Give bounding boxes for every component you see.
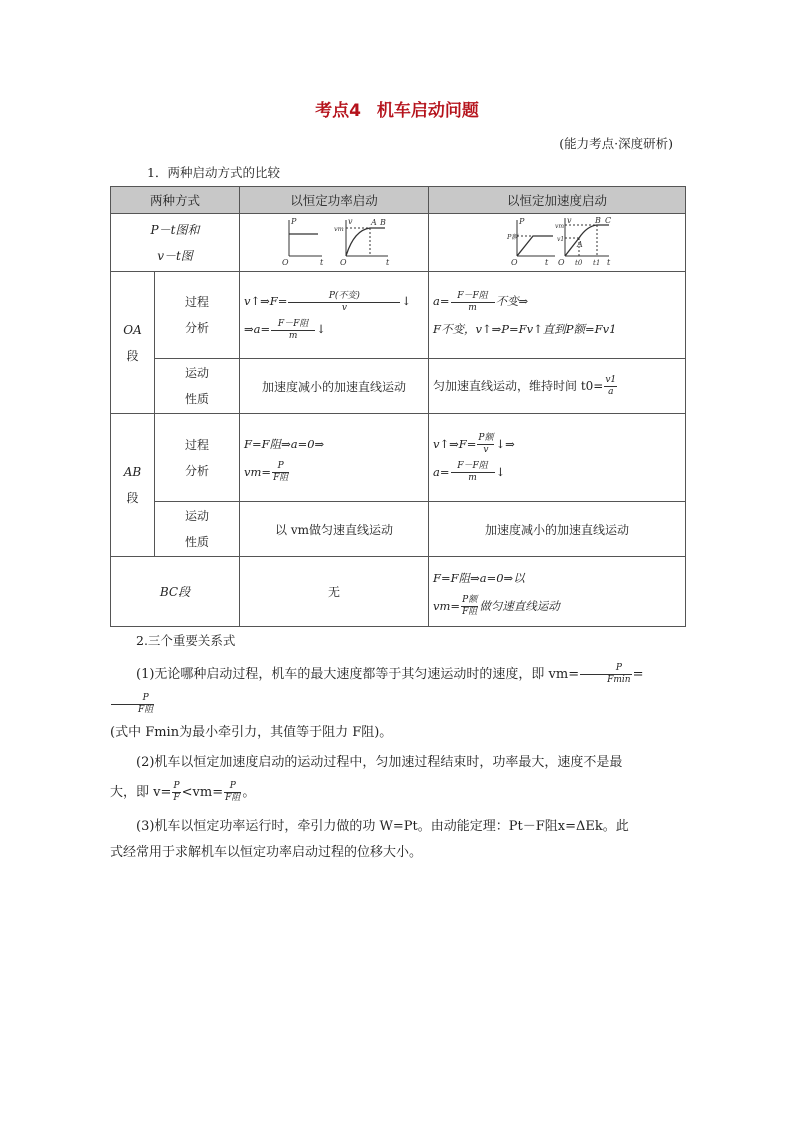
process-label [155,272,240,359]
fraction [224,781,241,804]
axis-label: P [291,217,297,226]
axis-label: t [607,258,611,267]
header-cell: 以恒定功率启动 [240,187,429,214]
paragraph-text: 大，即 v= [110,785,172,800]
label-line: 过程 [185,437,210,452]
formula-line: F=F阻⇒a=0⇒ [244,436,325,451]
ab-const-acc-process [429,414,686,502]
frac-den: F阻 [138,705,154,715]
formula-line: F不变，v↑⇒P=Fv↑直到P额=Fv1 [433,322,617,336]
formula-text: a= [433,294,450,308]
axis-label: v [567,216,572,225]
fraction [172,781,180,804]
segment-label-line: OA [123,322,142,337]
const-power-graph-svg [240,214,429,268]
nature-text: 匀加速直线运动，维持时间 t0= [433,378,604,393]
oa-const-acc-process [429,272,686,359]
label-line: 分析 [185,463,210,478]
table-row-ab-process [111,414,686,502]
table-row-oa-nature [111,359,686,414]
axis-label: t [386,258,390,267]
oa-const-acc-nature [429,359,686,414]
frac-den: m [468,473,477,483]
axis-label: P [519,217,525,226]
table-header-row [111,187,686,214]
label-line: 运动 [185,366,210,380]
formula-text: ↓ [316,322,326,336]
graph-label-line: v－t图 [157,248,193,263]
formula-line [433,458,681,486]
formula-text: v↑⇒F= [244,294,288,308]
subtitle: (能力考点·深度研析) [559,136,673,151]
ab-const-power-process [240,414,429,502]
const-acc-graph-svg [429,214,686,268]
table-row-graphs [111,214,686,272]
frac-num: F－F阻 [451,291,495,303]
bc-const-power: 无 [240,557,429,627]
point-label: B [595,216,601,225]
table-row-ab-nature [111,502,686,557]
nature-label [155,502,240,557]
title-number: 考点4 [315,101,361,121]
fraction [580,663,631,686]
section2 [110,628,685,866]
segment-label-line: 段 [126,348,139,363]
frac-num: F－F阻 [451,461,495,473]
frac-den: F阻 [462,607,478,617]
formula-text: vm= [244,464,272,479]
label-line: 性质 [185,392,210,406]
relation-3: (3)机车以恒定功率运行时，牵引力做的功 W=Pt。由动能定理：Pt－F阻x=ΔEk。此 [136,819,629,834]
fraction [111,693,154,716]
frac-num: P [224,781,241,793]
frac-den: v [483,445,489,455]
header-cell: 以恒定加速度启动 [429,187,686,214]
frac-den: m [468,302,477,313]
label-line: 分析 [185,321,210,335]
axis-label: O [558,258,565,267]
paragraph-text: 。 [242,785,256,800]
frac-num: P [580,663,631,675]
frac-den: F阻 [273,473,289,483]
graph-row-label [111,214,240,272]
fraction [271,319,315,342]
label-line: 性质 [185,535,210,549]
axis-label: v1 [557,236,565,243]
frac-den: F阻 [225,793,241,803]
formula-text: ↓ [401,294,412,308]
oa-const-power-process [240,272,429,359]
formula-text: v↑⇒F= [433,436,477,451]
axis-label: O [340,258,347,267]
fraction [288,291,400,314]
header-cell: 两种方式 [111,187,240,214]
formula-text: vm= [433,598,461,613]
fraction [451,461,495,484]
axis-label: t1 [593,259,601,267]
bc-const-acc [429,557,686,627]
segment-label-line: 段 [126,491,139,505]
formula-line: F=F阻⇒a=0⇒以 [433,570,525,585]
relation-2: (2)机车以恒定加速度启动的运动过程中，匀加速过程结束时，功率最大，速度不是最 [136,755,623,770]
point-label: A [577,240,583,249]
fraction [604,375,617,398]
label-line: 运动 [185,509,210,523]
formula-line [433,430,681,458]
comparison-table [110,186,686,627]
fraction [272,461,289,484]
axis-label: t0 [575,259,583,267]
fraction [461,595,478,618]
relation-1-cont: (式中 Fmin为最小牵引力，其值等于阻力 F阻)。 [110,725,393,740]
relation-1 [110,660,685,720]
frac-num: P [173,781,180,791]
title-text: 机车启动问题 [376,101,479,121]
formula-text: 做匀速直线运动 [479,598,560,613]
point-label: A [371,218,377,227]
frac-num: P [111,693,154,705]
paragraph-text: (1)无论哪种启动过程，机车的最大速度都等于其匀速运动时的速度，即 vm= [136,667,580,682]
ab-const-acc-nature: 加速度减小的加速直线运动 [429,502,686,557]
frac-num: P额 [478,433,494,443]
point-label: B [380,218,386,227]
table-row-oa-process [111,272,686,359]
section1-heading: 1．两种启动方式的比较 [147,165,280,180]
frac-den: Fmin [607,675,631,685]
paragraph-text: = [632,667,644,682]
formula-text: ↓ [495,464,506,479]
axis-label: O [511,258,518,267]
fraction [477,433,494,456]
ab-segment-label [111,414,155,557]
const-power-graphs [240,214,429,272]
oa-segment-label [111,272,155,414]
frac-num: P额 [462,595,478,605]
formula-text: 不变⇒ [495,294,529,308]
frac-num: F－F阻 [271,319,315,331]
graph-label-line: P－t图和 [150,222,200,237]
segment-label-line: AB [123,465,142,479]
frac-den: a [608,386,614,397]
process-label [155,414,240,502]
const-acc-graphs [429,214,686,272]
formula-text: ↓⇒ [495,436,515,451]
formula-text: ⇒a= [244,322,271,336]
axis-label: vm [334,225,344,233]
page-title [0,96,794,121]
nature-label [155,359,240,414]
paragraph-text: <vm= [181,785,224,800]
frac-den: m [288,330,298,341]
fraction [451,291,495,314]
frac-den: v [341,302,347,313]
bc-segment-label: BC段 [111,557,240,627]
relation-2-cont [110,776,685,810]
frac-num: v1 [605,374,617,385]
formula-line [244,458,424,486]
frac-num: P(不变) [288,291,400,303]
formula-line [244,315,424,343]
frac-num: P [272,461,289,473]
axis-label: P额 [507,233,518,241]
axis-label: O [282,258,289,267]
section2-heading: 2.三个重要关系式 [136,633,236,648]
formula-line [433,287,681,315]
point-label: C [605,216,612,225]
frac-den: F [173,793,180,803]
axis-label: vm [555,223,565,230]
formula-line [433,592,681,620]
axis-label: t [545,258,549,267]
oa-const-power-nature: 加速度减小的加速直线运动 [240,359,429,414]
ab-const-power-nature: 以 vm做匀速直线运动 [240,502,429,557]
axis-label: v [348,217,353,226]
formula-text: a= [433,464,450,479]
table-row-bc [111,557,686,627]
formula-line [244,287,424,315]
label-line: 过程 [185,295,210,309]
relation-3-cont: 式经常用于求解机车以恒定功率启动过程的位移大小。 [110,845,423,860]
axis-label: t [320,258,324,267]
